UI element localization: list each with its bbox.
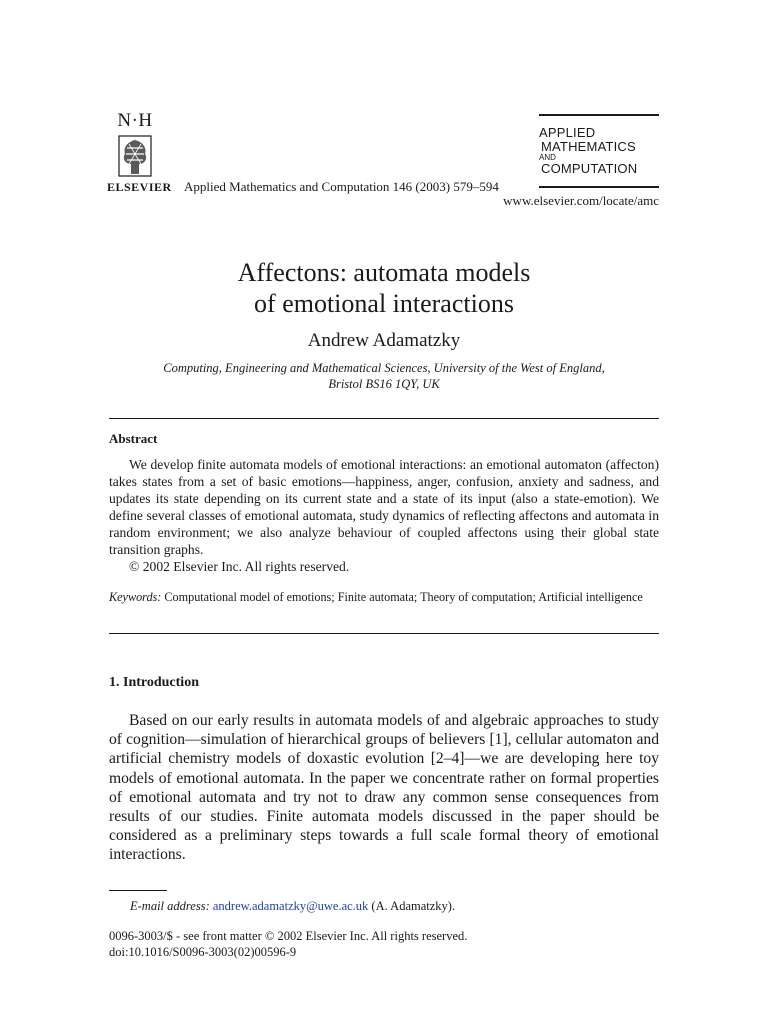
journal-brand: [539, 126, 664, 176]
abstract-body: [109, 456, 659, 575]
brand-line-3: AND: [539, 153, 556, 162]
author-name: Andrew Adamatzky: [307, 330, 461, 351]
brand-line-2: MATHEMATICS: [541, 139, 636, 154]
abstract-bottom-rule: [109, 633, 659, 634]
publisher-logo: [103, 110, 167, 186]
abstract-text: We develop finite automata models of emotional interactions: an emotional automaton (affecton) takes states from a set of basic emotions—happiness, anger, confusion, anxiety and sadness, and updates its state depending on its current state and a state of its input (also a state-emotion). We define several classes of emotional automata, study dynamics of reflecting affectons and automata in random environment; we also analyze behaviour of coupled affectons using their global state transition graphs.: [109, 457, 659, 557]
footnote-suffix: (A. Adamatzky).: [368, 899, 456, 913]
brand-line-4: COMPUTATION: [541, 161, 638, 176]
affiliation: [0, 360, 768, 392]
affiliation-line-2: Bristol BS16 1QY, UK: [328, 377, 440, 391]
front-matter: [109, 928, 467, 960]
footnote-rule: [109, 890, 167, 891]
footnote: [130, 899, 455, 914]
abstract-heading: Abstract: [109, 431, 158, 446]
brand-top-rule: [539, 114, 659, 116]
title-line-1: Affectons: automata models: [237, 258, 531, 287]
affiliation-line-1: Computing, Engineering and Mathematical Sciences, University of the West of England,: [163, 361, 605, 375]
article-title: [0, 257, 768, 319]
section-paragraph: Based on our early results in automata models of and algebraic approaches to study of cognition—simulation of hierarchical groups of believers [1], cellular automaton and artificial chemistry models of doxastic evolution [2–4]—we are developing here toy models of emotional automata. In the paper we concentrate rather on formal properties of emotional automata and try not to draw any common sense consequences from results of our studies. Finite automata models discussed in the paper should be considered as a preliminary steps towards a full scale formal theory of emotional interactions.: [109, 712, 659, 864]
abstract-copyright: © 2002 Elsevier Inc. All rights reserved.: [129, 559, 350, 574]
keywords: [109, 589, 659, 605]
publisher-name: ELSEVIER: [107, 180, 172, 194]
front-matter-line-1: 0096-3003/$ - see front matter © 2002 Elsevier Inc. All rights reserved.: [109, 929, 468, 943]
section-body: [109, 711, 659, 865]
section-heading: 1. Introduction: [109, 675, 199, 690]
journal-reference: Applied Mathematics and Computation 146 (2003) 579–594: [184, 179, 499, 194]
abstract-top-rule: [109, 418, 659, 419]
brand-bottom-rule: [539, 186, 659, 188]
publisher-mark: N·H: [117, 110, 153, 131]
keywords-label: Keywords:: [109, 590, 162, 604]
elsevier-tree-icon: [117, 134, 153, 180]
title-line-2: of emotional interactions: [254, 289, 514, 318]
keywords-text: Computational model of emotions; Finite automata; Theory of computation; Artificial intelligence: [161, 590, 643, 604]
footnote-label: E-mail address:: [130, 899, 210, 913]
journal-url[interactable]: www.elsevier.com/locate/amc: [503, 193, 659, 208]
brand-line-1: APPLIED: [539, 125, 596, 140]
doi-line: doi:10.1016/S0096-3003(02)00596-9: [109, 945, 297, 959]
author-email-link[interactable]: andrew.adamatzky@uwe.ac.uk: [212, 899, 369, 913]
